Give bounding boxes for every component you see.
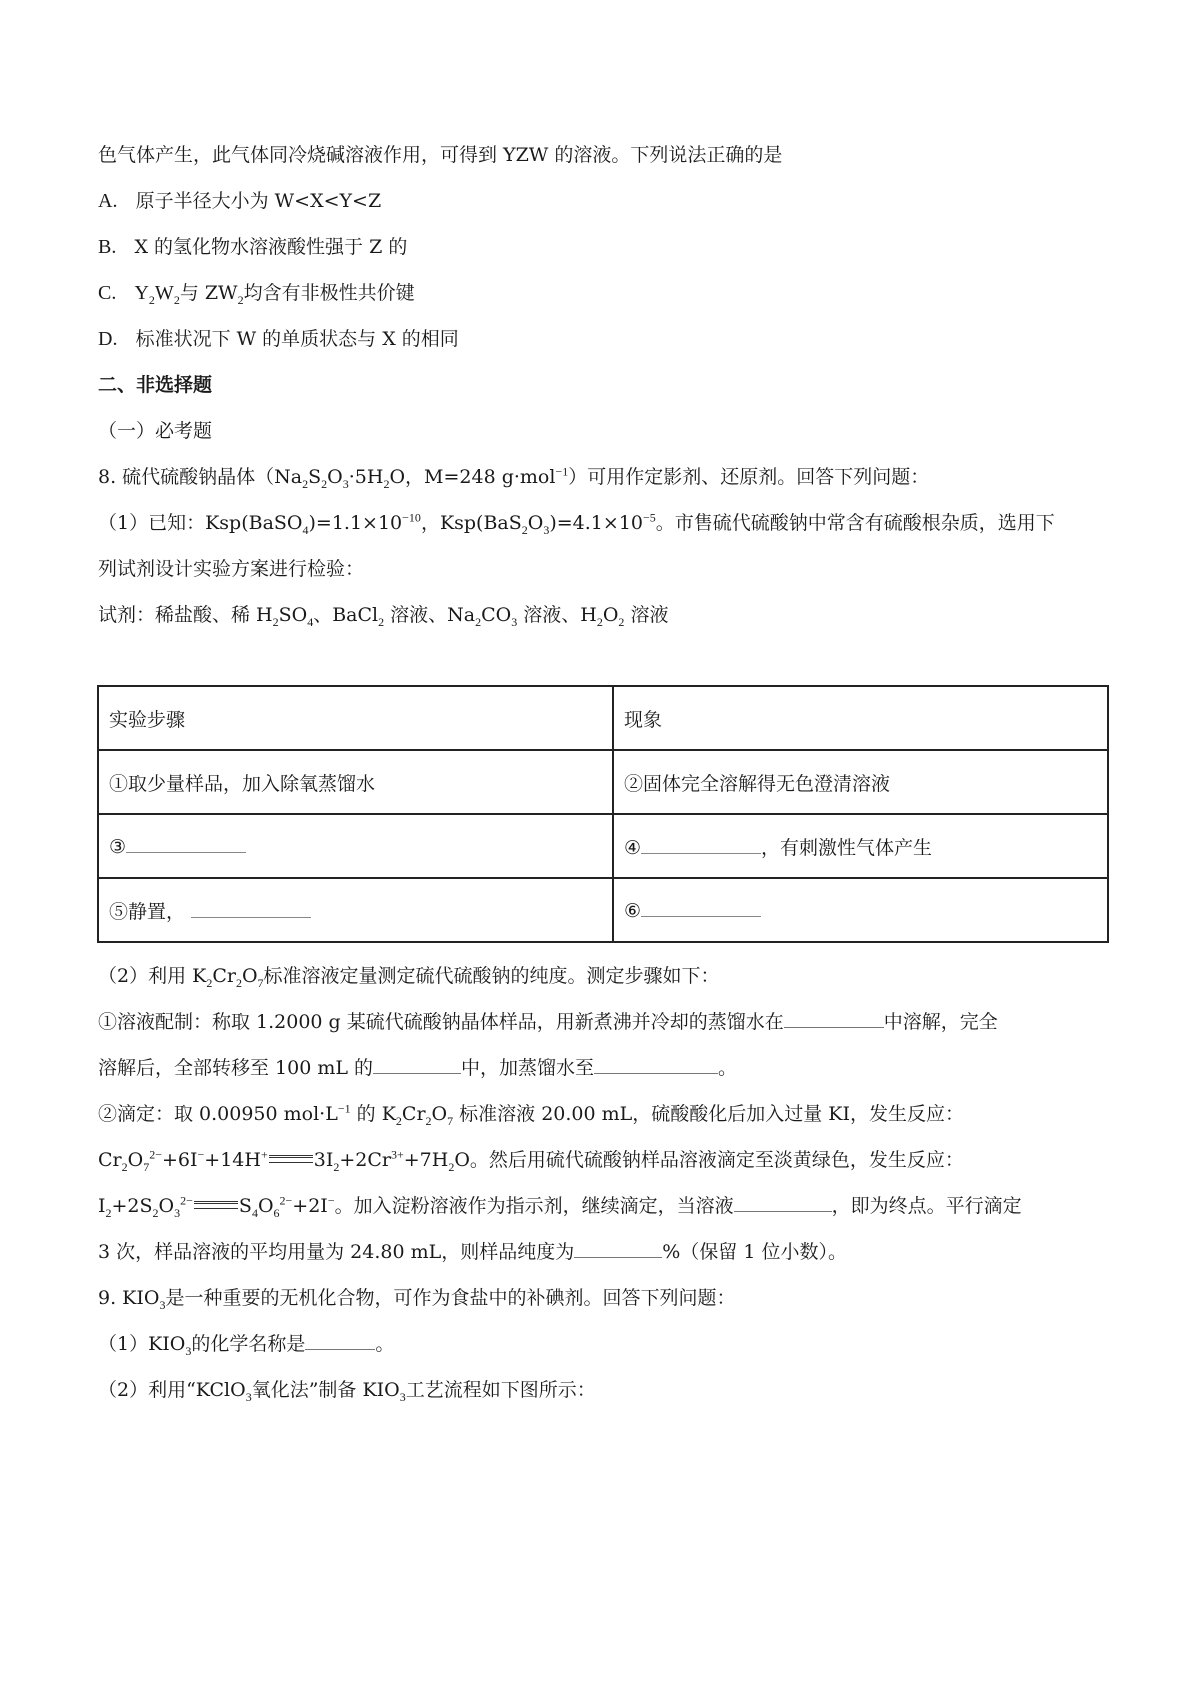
subscript: 3 — [511, 614, 518, 629]
text: Cr — [401, 1103, 426, 1125]
q8-part2-step2-line1 — [98, 1101, 964, 1127]
subscript: 3 — [399, 1389, 406, 1404]
subscript: 2 — [206, 975, 213, 990]
text: SO — [278, 604, 308, 626]
text: （2）利用“KClO — [98, 1379, 246, 1401]
answer-blank[interactable] — [641, 898, 761, 917]
experiment-table — [97, 685, 1109, 943]
text: ·5H — [348, 466, 384, 488]
text: 3I — [313, 1149, 334, 1171]
text: 9. KIO — [98, 1287, 160, 1309]
q7-option-b — [98, 234, 407, 260]
formula-text: 与 ZW — [179, 282, 238, 304]
subscript: 2 — [395, 1113, 402, 1128]
text: ）可用作定影剂、还原剂。回答下列问题： — [568, 466, 930, 488]
text: +14H — [204, 1149, 261, 1171]
text: 。 — [718, 1057, 738, 1079]
text: O。然后用硫代硫酸钠样品溶液滴定至淡黄绿色，发生反应： — [454, 1149, 964, 1171]
text: Cr — [98, 1149, 122, 1171]
subscript: 2 — [237, 292, 244, 307]
text: 。 — [375, 1333, 395, 1355]
subscript: 3 — [159, 1297, 166, 1312]
text: 。加入淀粉溶液作为指示剂，继续滴定，当溶液 — [334, 1195, 734, 1217]
text: ②滴定：取 0.00950 mol·L — [98, 1103, 338, 1125]
subscript: 2 — [448, 1159, 455, 1174]
table-row — [98, 814, 1108, 878]
q8-equation-1 — [98, 1147, 964, 1173]
superscript: 2− — [180, 1193, 193, 1208]
text: ①溶液配制：称取 1.2000 g 某硫代硫酸钠晶体样品，用新煮沸并冷却的蒸馏水在 — [98, 1011, 784, 1033]
text: （2）利用 K — [98, 965, 207, 987]
subscript: 3 — [174, 1205, 181, 1220]
text: 工艺流程如下图所示： — [405, 1379, 596, 1401]
q8-part2-step1-line2 — [98, 1055, 737, 1081]
text: O — [431, 1103, 448, 1125]
text: 8. 硫代硫酸钠晶体（Na — [98, 466, 303, 488]
table-cell — [98, 878, 613, 942]
step-label: ③ — [109, 836, 127, 858]
answer-blank[interactable] — [641, 835, 761, 854]
answer-blank[interactable] — [574, 1239, 662, 1258]
table-cell — [98, 814, 613, 878]
text: O — [602, 604, 619, 626]
subscript: 2 — [425, 1113, 432, 1128]
text: )=1.1×10 — [308, 512, 403, 534]
text: +2I — [292, 1195, 328, 1217]
text: 、BaCl — [313, 604, 379, 626]
table-row — [98, 878, 1108, 942]
option-label: B. — [98, 236, 117, 258]
subscript: 2 — [378, 614, 385, 629]
superscript: −5 — [643, 510, 656, 525]
answer-blank[interactable] — [594, 1055, 718, 1074]
text: O — [158, 1195, 175, 1217]
text: +7H — [403, 1149, 449, 1171]
text: 标准溶液定量测定硫代硫酸钠的纯度。测定步骤如下： — [263, 965, 720, 987]
q8-part2-title — [98, 963, 720, 989]
table-cell — [613, 878, 1108, 942]
table-header-row — [98, 686, 1108, 750]
subscript: 2 — [475, 614, 482, 629]
text: 的化学名称是 — [191, 1333, 306, 1355]
table-header: 现象 — [613, 686, 1108, 750]
superscript: 3+ — [390, 1147, 404, 1162]
table-row — [98, 750, 1108, 814]
section-title: 二、非选择题 — [98, 374, 213, 396]
superscript: + — [260, 1147, 268, 1162]
text: 标准溶液 20.00 mL，硫酸酸化后加入过量 KI，发生反应： — [453, 1103, 964, 1125]
subscript: 3 — [245, 1389, 252, 1404]
q7-option-c — [98, 280, 415, 306]
text: 3 次，样品溶液的平均用量为 24.80 mL，则样品纯度为 — [98, 1241, 575, 1263]
q7-intro-tail: 色气体产生，此气体同冷烧碱溶液作用，可得到 YZW 的溶液。下列说法正确的是 — [98, 144, 783, 166]
subscript: 3 — [342, 476, 349, 491]
answer-blank[interactable] — [305, 1331, 375, 1350]
q9-stem — [98, 1285, 735, 1311]
option-text: 原子半径大小为 W<X<Y<Z — [135, 190, 382, 212]
subscript: 3 — [543, 522, 550, 537]
text: )=4.1×10 — [549, 512, 643, 534]
option-text: 均含有非极性共价键 — [243, 282, 415, 304]
text: O — [527, 512, 544, 534]
q8-stem — [98, 464, 929, 490]
subscript: 2 — [121, 1159, 128, 1174]
table-header: 实验步骤 — [98, 686, 613, 750]
text: %（保留 1 位小数）。 — [662, 1241, 847, 1263]
subscript: 7 — [447, 1113, 454, 1128]
subscript: 2 — [152, 1205, 159, 1220]
text: O — [327, 466, 343, 488]
q8-reagents — [98, 602, 668, 628]
subscript: 2 — [235, 975, 242, 990]
option-text: 标准状况下 W 的单质状态与 X 的相同 — [135, 328, 459, 350]
subscript: 2 — [383, 476, 390, 491]
superscript: −1 — [555, 464, 569, 479]
option-label: A. — [98, 190, 118, 212]
subscript: 2 — [148, 292, 155, 307]
subscript: 3 — [185, 1343, 192, 1358]
subscript: 6 — [273, 1205, 280, 1220]
text: +6I — [161, 1149, 198, 1171]
subscript: 2 — [333, 1159, 340, 1174]
subscript: 2 — [521, 522, 528, 537]
q9-part2 — [98, 1377, 596, 1403]
formula-text: W — [154, 282, 174, 304]
option-label: C. — [98, 282, 117, 304]
subscript: 4 — [302, 522, 309, 537]
text: +2S — [111, 1195, 153, 1217]
superscript: 2− — [149, 1147, 162, 1162]
subscript: 2 — [302, 476, 309, 491]
subscript: 7 — [143, 1159, 150, 1174]
text: 中溶解，完全 — [883, 1011, 998, 1033]
table-cell: ②固体完全溶解得无色澄清溶液 — [613, 750, 1108, 814]
subscript: 4 — [307, 614, 314, 629]
text: （1）KIO — [98, 1333, 186, 1355]
q8-part2-last — [98, 1239, 847, 1265]
superscript: 2− — [279, 1193, 293, 1208]
q8-part1-line2: 列试剂设计实验方案进行检验： — [98, 558, 365, 580]
step-label: ⑤静置， — [109, 900, 186, 923]
text: Cr — [212, 965, 236, 987]
superscript: −10 — [402, 510, 421, 525]
subscript: 7 — [257, 975, 264, 990]
text: O — [257, 1195, 274, 1217]
q7-option-d — [98, 326, 459, 352]
text: I — [98, 1195, 106, 1217]
table-cell — [613, 814, 1108, 878]
text: O — [241, 965, 258, 987]
step-label: ⑥ — [624, 900, 642, 922]
text: 溶液、H — [517, 604, 597, 626]
text: 的 K — [350, 1103, 396, 1125]
text: S — [308, 466, 322, 488]
superscript: − — [327, 1193, 335, 1208]
answer-blank[interactable] — [784, 1009, 884, 1028]
text: +2Cr — [339, 1149, 391, 1171]
subscript: 2 — [596, 614, 603, 629]
formula-text: Y — [134, 282, 149, 304]
answer-blank[interactable] — [373, 1055, 461, 1074]
step-label: ④ — [624, 836, 642, 859]
answer-blank[interactable] — [191, 899, 311, 918]
subscript: 2 — [173, 292, 180, 307]
text: ，Ksp(BaS — [420, 512, 522, 534]
text: CO — [481, 604, 512, 626]
option-text: X 的氢化物水溶液酸性强于 Z 的 — [134, 236, 408, 258]
section-subtitle: （一）必考题 — [98, 420, 213, 442]
text: 。市售硫代硫酸钠中常含有硫酸根杂质，选用下 — [655, 512, 1055, 534]
q8-part1-line1 — [98, 510, 1055, 536]
q8-part2-step1-line1 — [98, 1009, 998, 1035]
subscript: 2 — [105, 1205, 112, 1220]
text: 溶液 — [624, 604, 669, 626]
subscript: 2 — [272, 614, 279, 629]
text: 溶解后，全部转移至 100 mL 的 — [98, 1057, 374, 1079]
q7-option-a — [98, 188, 381, 214]
text: 溶液、Na — [384, 604, 476, 626]
q9-part1 — [98, 1331, 394, 1357]
text: 试剂：稀盐酸、稀 H — [98, 604, 273, 626]
option-label: D. — [98, 328, 118, 350]
subscript: 2 — [321, 476, 328, 491]
text: 氧化法”制备 KIO — [251, 1379, 400, 1401]
cell-text: ，有刺激性气体产生 — [761, 836, 933, 859]
text: ，即为终点。平行滴定 — [831, 1195, 1022, 1217]
text: O，M=248 g·mol — [389, 466, 556, 488]
equals-sign — [269, 1155, 313, 1163]
superscript: − — [197, 1147, 205, 1162]
text: 是一种重要的无机化合物，可作为食盐中的补碘剂。回答下列问题： — [165, 1287, 736, 1309]
text: S — [238, 1195, 252, 1217]
superscript: −1 — [337, 1101, 351, 1116]
equals-sign — [194, 1201, 238, 1209]
answer-blank[interactable] — [734, 1193, 832, 1212]
subscript: 4 — [251, 1205, 258, 1220]
text: （1）已知：Ksp(BaSO — [98, 512, 303, 534]
text: 中，加蒸馏水至 — [461, 1057, 595, 1079]
table-cell: ①取少量样品，加入除氧蒸馏水 — [98, 750, 613, 814]
subscript: 2 — [618, 614, 625, 629]
answer-blank[interactable] — [126, 834, 246, 853]
q8-equation-2 — [98, 1193, 1022, 1219]
text: O — [127, 1149, 144, 1171]
